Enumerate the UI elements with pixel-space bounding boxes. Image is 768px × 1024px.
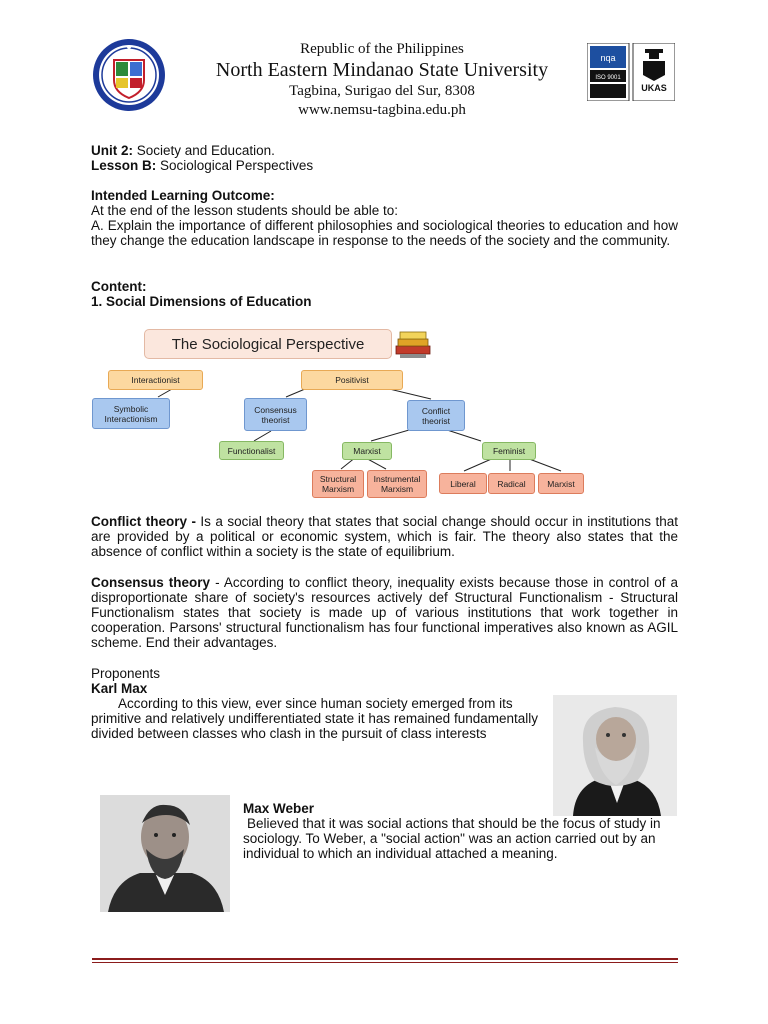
ukas-label: UKAS	[641, 83, 667, 93]
conflict-theory-text: Is a social theory that states that social change should occur in institutions that are provided by a political or economic system, which is fair. The theory also states that the absence of conflict within a society is the state of equilibrium.	[91, 514, 678, 559]
iso-label: ISO 9001	[595, 75, 621, 81]
outcome-heading	[91, 188, 678, 203]
node-marxist: Marxist	[342, 442, 392, 460]
node-consensus-theorist: Consensus theorist	[244, 398, 307, 431]
karl-marx-text: According to this view, ever since human society emerged from its primitive and relatively undifferentiated state it has remained fundamentally divided between classes who clash in the pursuit of class interests	[91, 696, 538, 741]
outcome-heading-text: Intended Learning Outcome:	[91, 188, 275, 203]
content-heading-text: Content:	[91, 279, 147, 294]
address-line: Tagbina, Surigao del Sur, 8308	[289, 83, 475, 99]
nqa-label: nqa	[600, 53, 616, 63]
diagram-title: The Sociological Perspective	[144, 329, 392, 359]
books-icon	[394, 328, 432, 360]
unit-text: Society and Education.	[133, 143, 275, 158]
outcome-intro: At the end of the lesson students should be able to:	[91, 203, 398, 218]
node-liberal: Liberal	[439, 473, 487, 494]
proponents-heading: Proponents	[91, 666, 161, 681]
certification-logos-icon	[587, 43, 675, 101]
content-subheading	[91, 294, 678, 309]
lesson-line	[91, 158, 678, 173]
unit-line	[91, 143, 678, 158]
karl-marx-portrait	[553, 695, 677, 816]
footer-rule	[92, 958, 678, 960]
karl-marx-name	[91, 681, 678, 696]
consensus-theory-paragraph	[91, 575, 678, 650]
footer-rule-thin	[92, 962, 678, 963]
content-heading	[91, 279, 678, 294]
conflict-theory-paragraph	[91, 514, 678, 559]
website-line: www.nemsu-tagbina.edu.ph	[298, 102, 466, 118]
node-positivist: Positivist	[301, 370, 403, 390]
node-marxist-feminist: Marxist	[538, 473, 584, 494]
karl-marx-name-text: Karl Max	[91, 681, 148, 696]
node-feminist: Feminist	[482, 442, 536, 460]
content-subheading-text: 1. Social Dimensions of Education	[91, 294, 312, 309]
consensus-theory-term: Consensus theory	[91, 575, 211, 590]
max-weber-portrait	[100, 795, 230, 912]
consensus-theory-text: - According to conflict theory, inequality exists because those in control of a disproportionate share of society's resources actively def Structural Functionalism - Structural Functionalism states that society is made up of various institutions that work together in cooperation. Parsons' structural functionalism has four functional imperatives also known as AGIL scheme. End their advantages.	[91, 575, 678, 650]
republic-line: Republic of the Philippines	[300, 41, 464, 57]
lesson-label: Lesson B:	[91, 158, 157, 173]
letterhead-text	[170, 40, 594, 120]
outcome-item: A. Explain the importance of different philosophies and sociological theories to education and how they change the education landscape in response to the needs of the society and the community.	[91, 218, 678, 248]
sociological-perspective-diagram	[86, 325, 596, 505]
letterhead	[0, 0, 768, 125]
node-symbolic-interactionism: Symbolic Interactionism	[92, 398, 170, 429]
node-instrumental-marxism: Instrumental Marxism	[367, 470, 427, 498]
max-weber-text: Believed that it was social actions that should be the focus of study in sociology. To Weber, a "social action" was an action carried out by an individual to which an individual attached a meaning.	[243, 816, 661, 861]
node-conflict-theorist: Conflict theorist	[407, 400, 465, 431]
university-seal-icon	[92, 38, 166, 112]
university-name: North Eastern Mindanao State University	[215, 59, 549, 81]
conflict-theory-term: Conflict theory -	[91, 514, 196, 529]
unit-label: Unit 2:	[91, 143, 133, 158]
max-weber-name	[243, 801, 563, 816]
node-interactionist: Interactionist	[108, 370, 203, 390]
node-functionalist: Functionalist	[219, 441, 284, 460]
lesson-text: Sociological Perspectives	[156, 158, 314, 173]
node-structural-marxism: Structural Marxism	[312, 470, 364, 498]
max-weber-name-text: Max Weber	[243, 801, 315, 816]
node-radical: Radical	[488, 473, 535, 494]
